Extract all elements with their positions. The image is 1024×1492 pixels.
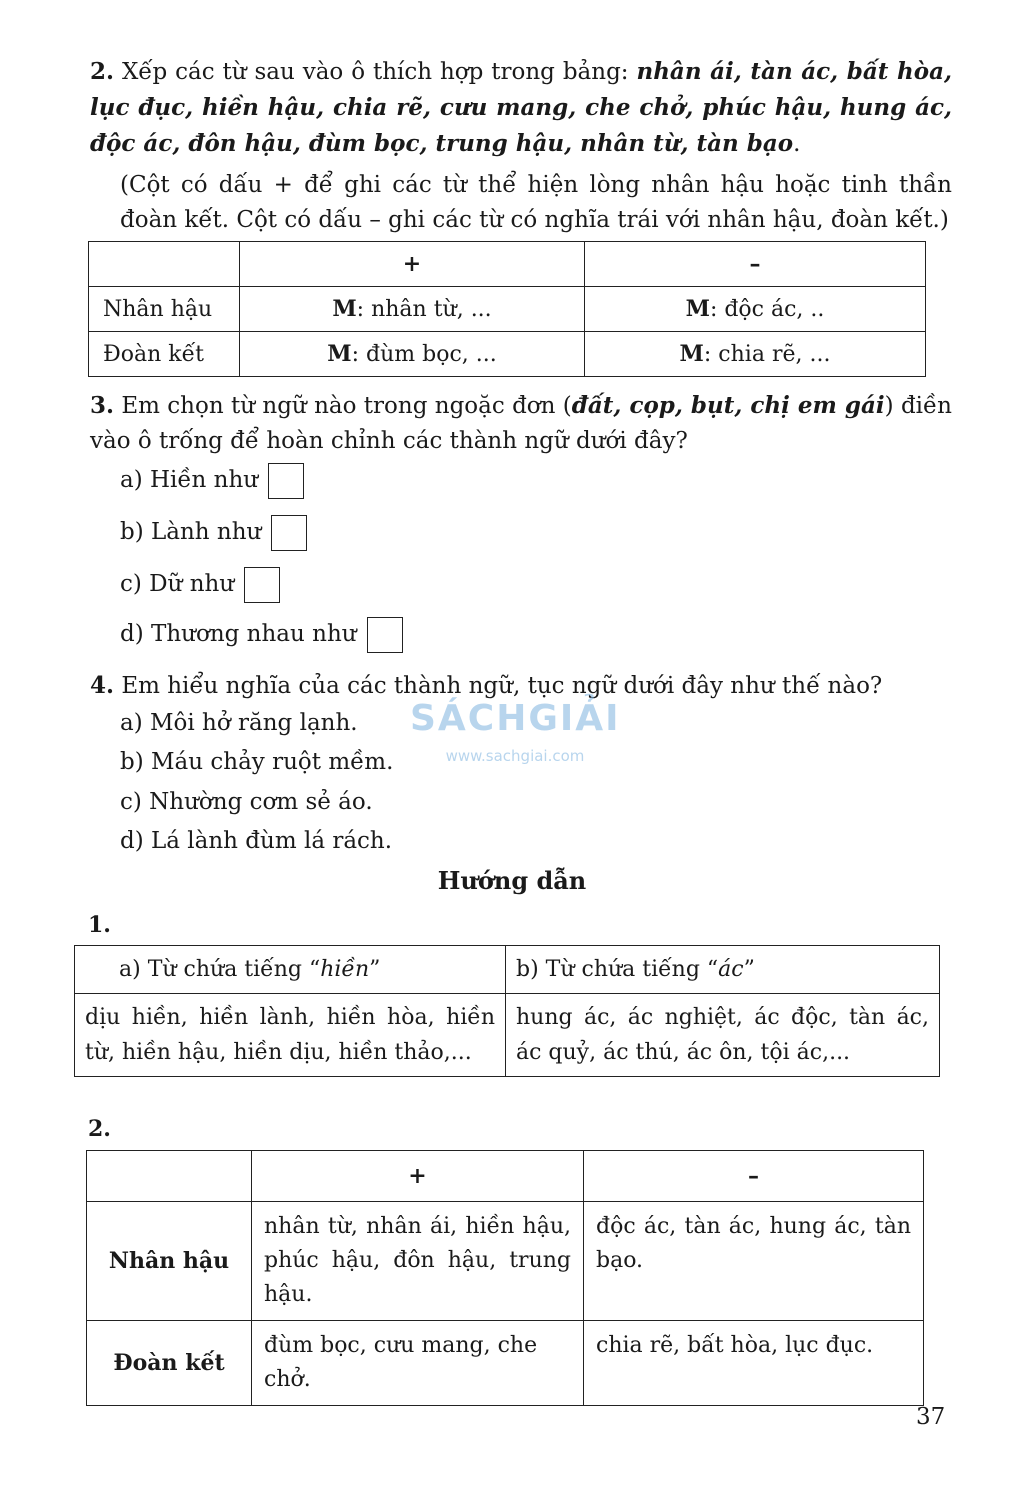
guide-section-1-number: 1. [88,912,111,938]
question-number: 2. [90,58,115,85]
question-2-note: (Cột có dấu + để ghi các từ thể hiện lòng nhân hậu hoặc tinh thần đoàn kết. Cột có dấu – ghi các từ có nghĩa trái với nhân hậu, đoàn kết.) [120,172,952,233]
question-number: 4. [90,672,115,699]
row-label: Nhân hậu [89,287,240,332]
cell-minus: M: chia rẽ, ... [585,332,926,377]
table-row [87,1202,924,1321]
question-number: 3. [90,392,115,419]
word-list: nhân ái, tàn ác, bất hòa, lục đục, hiền hậu, chia rẽ, cưu mang, che chở, phúc hậu, hung ác, độc ác, đôn hậu, đùm bọc, trung hậu, nhân từ, tàn bạo [90,58,953,157]
blank-box[interactable] [271,515,307,551]
cell-ac-words: hung ác, ác nghiệt, ác độc, tàn ác, ác quỷ, ác thú, ác ôn, tội ác,... [506,994,940,1077]
column-plus-header: + [240,242,585,287]
table-row [87,1321,924,1406]
idiom-item: d) Thương nhau như [120,616,403,653]
blank-box[interactable] [367,617,403,653]
proverb-item: a) Môi hở răng lạnh. [120,710,358,736]
watermark [410,698,620,765]
classification-table [88,241,926,377]
question-3: 3. Em chọn từ ngữ nào trong ngoặc đơn (đất, cọp, bụt, chị em gái) điền vào ô trống để hoàn chỉnh các thành ngữ dưới đây? [90,392,952,454]
answer-table-2 [86,1150,924,1406]
cell-minus: chia rẽ, bất hòa, lục đục. [584,1321,924,1406]
cell-plus: nhân từ, nhân ái, hiền hậu, phúc hậu, đôn hậu, trung hậu. [252,1202,584,1321]
column-plus-header: + [252,1151,584,1202]
cell-minus: M: độc ác, .. [585,287,926,332]
proverb-item: b) Máu chảy ruột mềm. [120,749,394,775]
blank-box[interactable] [268,463,304,499]
proverb-item: c) Nhường cơm sẻ áo. [120,789,373,815]
watermark-logo: SÁCHGIẢI [410,698,621,739]
table-row [89,287,926,332]
cell-plus: M: đùm bọc, ... [240,332,585,377]
row-label: Đoàn kết [87,1321,252,1406]
question-intro: Xếp các từ sau vào ô thích hợp trong bảng: [121,59,629,85]
watermark-url: www.sachgiai.com [445,747,585,765]
idiom-item: b) Lành như [120,514,307,551]
idiom-item: c) Dữ như [120,566,280,603]
proverb-item: d) Lá lành đùm lá rách. [120,828,393,854]
row-label: Đoàn kết [89,332,240,377]
answer-table-1 [74,945,940,1077]
guide-section-2-number: 2. [88,1116,111,1142]
table-corner-cell [89,242,240,287]
row-label: Nhân hậu [87,1202,252,1321]
cell-plus: M: nhân từ, ... [240,287,585,332]
table-header-row [75,946,940,994]
idiom-item: a) Hiền như [120,462,304,499]
question-end: . [793,131,801,157]
table-header-row [87,1151,924,1202]
cell-hien-words: dịu hiền, hiền lành, hiền hòa, hiền từ, hiền hậu, hiền dịu, hiền thảo,... [75,994,506,1077]
table-corner-cell [87,1151,252,1202]
column-minus-header: – [585,242,926,287]
choice-list: đất, cọp, bụt, chị em gái [571,392,885,419]
guide-heading: Hướng dẫn [437,866,587,895]
blank-box[interactable] [244,567,280,603]
page-number: 37 [916,1404,946,1430]
column-minus-header: – [584,1151,924,1202]
column-hien-header: a) Từ chứa tiếng “hiền” [75,946,506,994]
cell-minus: độc ác, tàn ác, hung ác, tàn bạo. [584,1202,924,1321]
table-header-row [89,242,926,287]
table-row [75,994,940,1077]
question-4: 4. Em hiểu nghĩa của các thành ngữ, tục ngữ dưới đây như thế nào? [90,672,883,699]
table-row [89,332,926,377]
cell-plus: đùm bọc, cưu mang, che chở. [252,1321,584,1406]
column-ac-header: b) Từ chứa tiếng “ác” [506,946,940,994]
question-2 [90,54,952,162]
